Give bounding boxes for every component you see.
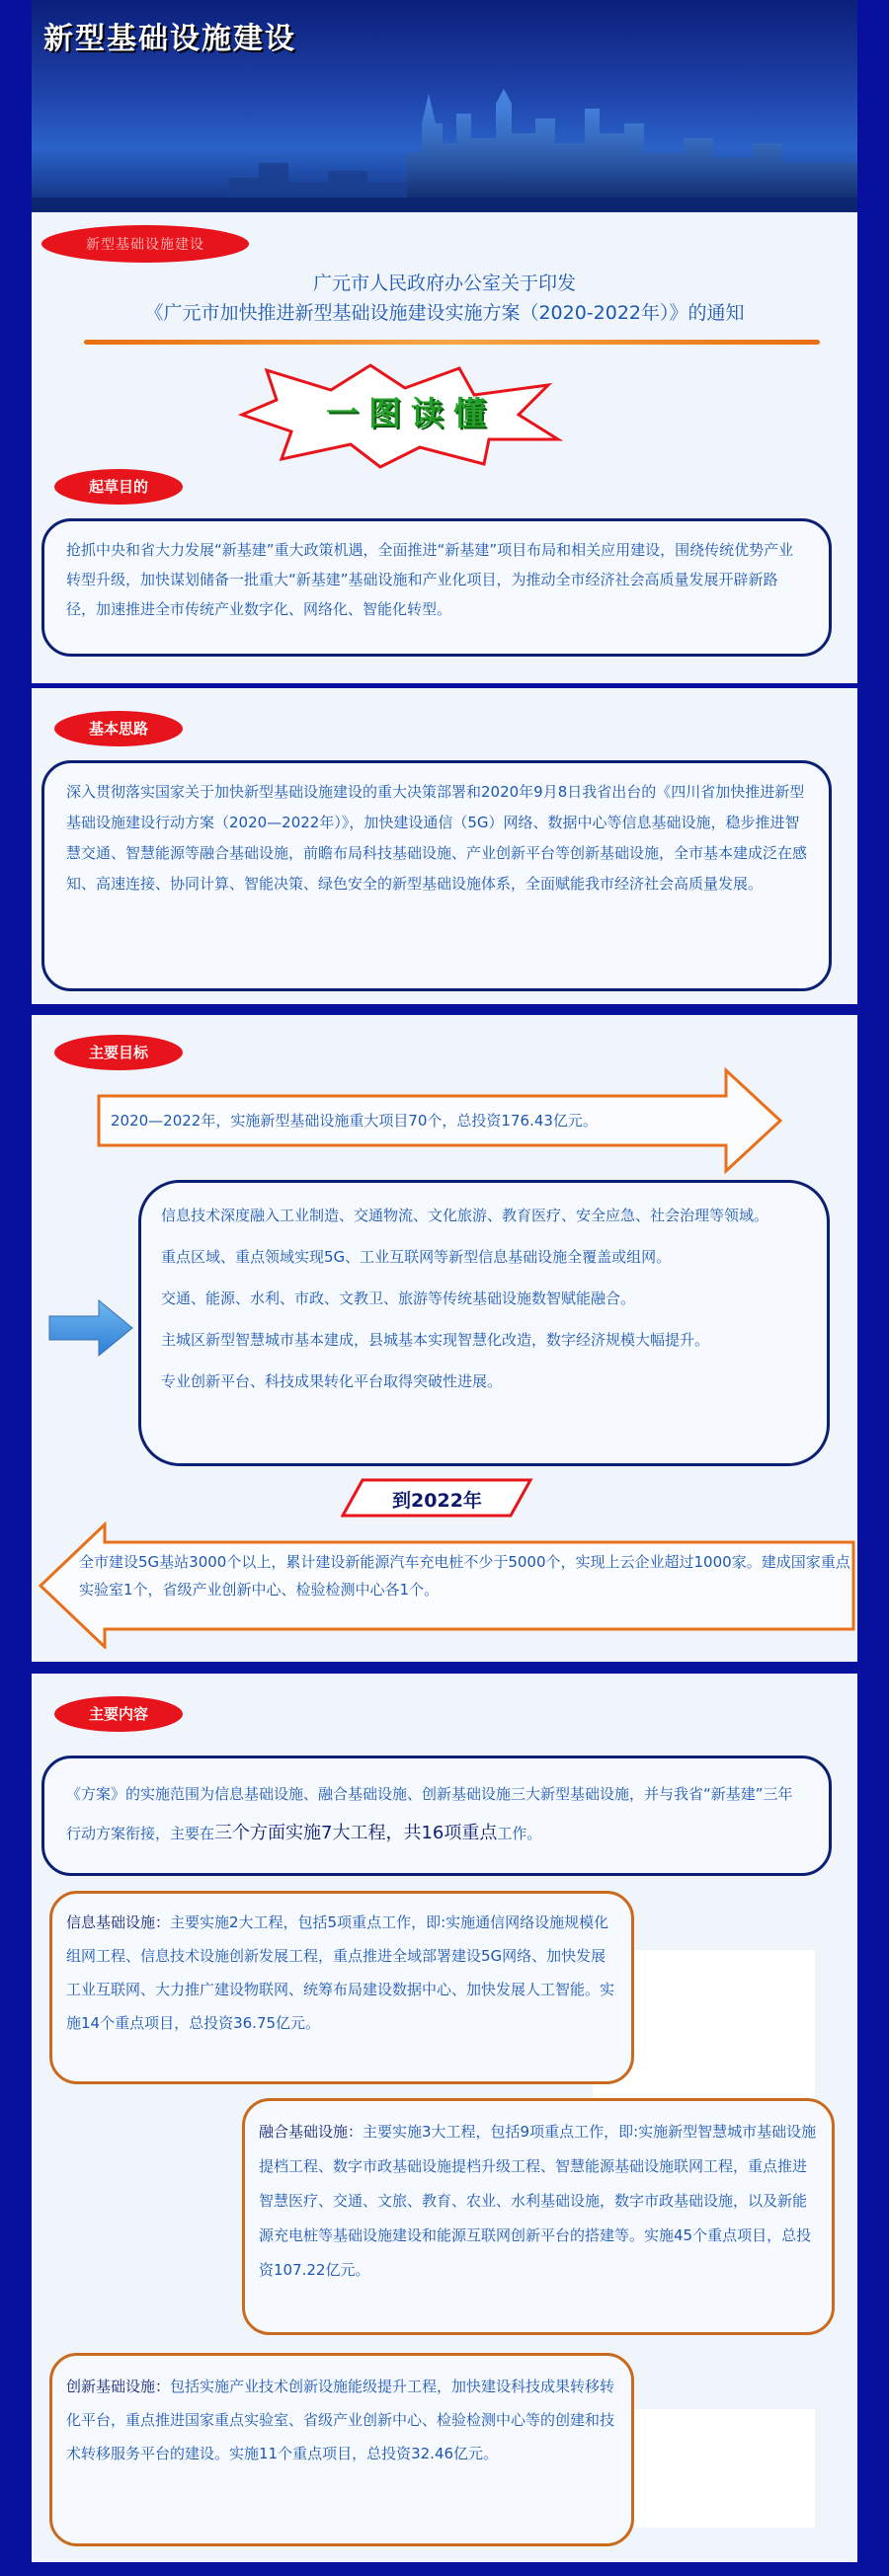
city-skyline-image	[32, 84, 857, 212]
goal-item: 主城区新型智慧城市基本建成，县城基本实现智慧化改造，数字经济规模大幅提升。	[161, 1331, 710, 1349]
content-intro-text: 《方案》的实施范围为信息基础设施、融合基础设施、创新基础设施三大新型基础设施，并与我省“新基建”三年行动方案衔接，主要在三个方面实施7大工程，共16项重点工作。	[66, 1785, 793, 1843]
goal-item: 交通、能源、水利、市政、文教卫、旅游等传统基础设施数智赋能融合。	[161, 1289, 636, 1307]
section-tag-approach: 基本思路	[54, 711, 183, 746]
section-tag-header: 新型基础设施建设	[41, 225, 249, 263]
badge-one-chart-read: 一图读懂	[326, 394, 496, 432]
approach-box	[41, 760, 832, 991]
section-tag-content: 主要内容	[54, 1696, 183, 1732]
page-title: 新型基础设施建设	[43, 22, 296, 56]
innov-infra-title: 创新基础设施：	[66, 2378, 171, 2395]
notice-line-2: 《广元市加快推进新型基础设施建设实施方案（2020-2022年）》的通知	[144, 302, 745, 324]
year-tag-label: 到2022年	[392, 1490, 482, 1512]
content-intro-box	[41, 1756, 832, 1876]
section-tag-purpose: 起草目的	[54, 469, 183, 505]
orange-divider	[84, 340, 820, 345]
info-infra-text: 信息基础设施：主要实施2大工程，包括5项重点工作，即:实施通信网络设施规模化组网工程、信息技术设施创新发展工程，重点推进全域部署建设5G网络、加快发展工业互联网、大力推广建设物联网、统筹布局建设数据中心、加快发展人工智能。实施14个重点项目，总投资36.75亿元。	[66, 1913, 615, 2032]
goals-left-arrow-text: 全市建设5G基站3000个以上，累计建设新能源汽车充电桩不少于5000个，实现上云企业超过1000家。建成国家重点实验室1个，省级产业创新中心、检验检测中心各1个。	[79, 1553, 850, 1599]
goals-list-box	[138, 1180, 830, 1466]
notice-line-1: 广元市人民政府办公室关于印发	[312, 273, 576, 294]
goal-item: 重点区域、重点领域实现5G、工业互联网等新型信息基础设施全覆盖或组网。	[161, 1248, 672, 1266]
content-intro-emphasis: 三个方面实施7大工程，共16项重点	[214, 1823, 498, 1843]
goals-arrow-text: 2020—2022年，实施新型基础设施重大项目70个，总投资176.43亿元。	[111, 1112, 598, 1130]
goal-item: 信息技术深度融入工业制造、交通物流、文化旅游、教育医疗、安全应急、社会治理等领域。	[161, 1207, 769, 1224]
small-right-arrow-icon	[47, 1298, 134, 1362]
info-infra-title: 信息基础设施：	[66, 1913, 171, 1931]
innov-infra-text: 创新基础设施：包括实施产业技术创新设施能级提升工程，加快建设科技成果转移转化平台，重点推进国家重点实验室、省级产业创新中心、检验检测中心等的创建和技术转移服务平台的建设。实施11个重点项目，总投资32.46亿元。	[66, 2378, 615, 2462]
purpose-text: 抢抓中央和省大力发展“新基建”重大政策机遇，全面推进“新基建”项目布局和相关应用建设，围绕传统优势产业转型升级，加快谋划储备一批重大“新基建”基础设施和产业化项目，为推动全市经济社会高质量发展开辟新路径，加速推进全市传统产业数字化、网络化、智能化转型。	[66, 541, 794, 618]
info-infra-box	[49, 1891, 634, 2084]
purpose-box	[41, 518, 832, 657]
goal-item: 专业创新平台、科技成果转化平台取得突破性进展。	[161, 1372, 503, 1390]
section-tag-goals: 主要目标	[54, 1035, 183, 1070]
fusion-infra-title: 融合基础设施：	[259, 2123, 364, 2141]
approach-text: 深入贯彻落实国家关于加快新型基础设施建设的重大决策部署和2020年9月8日我省出台的《四川省加快推进新型基础设施建设行动方案（2020—2022年）》，加快建设通信（5G）网络、数据中心等信息基础设施，稳步推进智慧交通、智慧能源等融合基础设施，前瞻布局科技基础设施、产业创新平台等创新基础设施，全市基本建成泛在感知、高速连接、协同计算、智能决策、绿色安全的新型基础设施体系，全面赋能我市经济社会高质量发展。	[66, 783, 808, 893]
fusion-infra-box	[242, 2098, 835, 2335]
header-banner	[32, 0, 857, 212]
innov-infra-box	[49, 2353, 634, 2546]
fusion-infra-text: 融合基础设施：主要实施3大工程，包括9项重点工作，即:实施新型智慧城市基础设施提档工程、数字市政基础设施提档升级工程、智慧能源基础设施联网工程，重点推进智慧医疗、交通、文旅、教育、农业、水利基础设施，数字市政基础设施，以及新能源充电桩等基础设施建设和能源互联网创新平台的搭建等。实施45个重点项目，总投资107.22亿元。	[259, 2123, 817, 2279]
